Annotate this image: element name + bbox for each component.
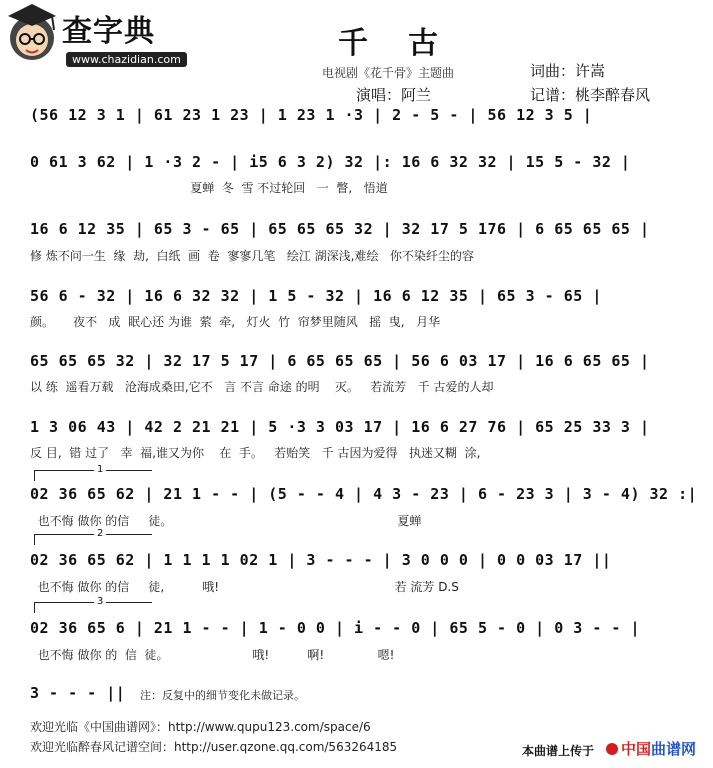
- score-line-8-lyrics: 也不悔 做你 的信 徒, 哦! 若 流芳 D.S: [30, 580, 459, 594]
- score-line-7-lyrics: 也不悔 做你 的信 徒。 夏蝉: [30, 514, 422, 528]
- volta-bracket-2: [34, 528, 152, 545]
- score-line-8-notes: 02 36 65 62 | 1 1 1 1 02 1 | 3 - - - | 3 0 0 0 | 0 0 03 17 ||: [30, 551, 612, 569]
- site-badge-icon: [606, 743, 618, 755]
- logo-url[interactable]: www.chazidian.com: [66, 52, 187, 67]
- credit-singer: 演唱：阿兰: [356, 86, 432, 104]
- score-line-4-notes: 56 6 - 32 | 16 6 32 32 | 1 5 - 32 | 16 6 12 35 | 65 3 - 65 |: [30, 287, 602, 305]
- score-line-2-lyrics: 夏蝉 冬 雪 不过轮回 一 瞥, 悟道: [30, 181, 388, 195]
- site-badge[interactable]: [606, 738, 696, 759]
- site-logo[interactable]: [0, 0, 205, 70]
- score-line-6-notes: 1 3 06 43 | 42 2 21 21 | 5 ·3 3 03 17 | 16 6 27 76 | 65 25 33 3 |: [30, 418, 650, 436]
- volta-label-1: 1: [94, 464, 106, 475]
- site-badge-accent: 曲谱网: [651, 740, 697, 758]
- score-line-4-lyrics: 颜。 夜不 成 眠心还 为谁 萦 牵, 灯火 竹 帘梦里随风 摇 曳, 月华: [30, 315, 441, 329]
- score-line-9-lyrics: 也不悔 做你 的 信 徒。 哦! 啊! 嗯!: [30, 648, 395, 662]
- volta-label-2: 2: [94, 528, 106, 539]
- score-line-9-notes: 02 36 65 6 | 21 1 - - | 1 - 0 0 | i - - 0 | 65 5 - 0 | 0 3 - - |: [30, 619, 640, 637]
- score-line-10-notes: 3 - - - ||: [30, 684, 126, 702]
- graduate-mascot-icon: [4, 2, 60, 64]
- score-line-2-notes: 0 61 3 62 | 1 ·3 2 - | i5 6 3 2) 32 |: 16 6 32 32 | 15 5 - 32 |: [30, 153, 631, 171]
- score-line-1-notes: (56 12 3 1 | 61 23 1 23 | 1 23 1 ·3 | 2 - 5 - | 56 12 3 5 |: [30, 106, 593, 124]
- score-line-3-lyrics: 修 炼不问一生 缘 劫, 白纸 画 卷 寥寥几笔 绘江 湖深浅,难绘 你不染纤尘的容: [30, 249, 474, 263]
- credit-transcriber: 记谱：桃李醉春风: [530, 86, 651, 104]
- song-subtitle: 电视剧《花千骨》主题曲: [322, 66, 455, 80]
- footer-link-qupu123[interactable]: 欢迎光临《中国曲谱网》：http://www.qupu123.com/space/6: [30, 720, 371, 734]
- volta-bracket-3: [34, 596, 152, 613]
- site-badge-name: 中国: [621, 740, 652, 758]
- logo-brand-text: 查字典: [62, 14, 155, 49]
- score-line-5-notes: 65 65 65 32 | 32 17 5 17 | 6 65 65 65 | 56 6 03 17 | 16 6 65 65 |: [30, 352, 650, 370]
- credit-lyricist-composer: 词曲：许嵩: [530, 62, 606, 80]
- score-line-7-notes: 02 36 65 62 | 21 1 - - | (5 - - 4 | 4 3 - 23 | 6 - 23 3 | 3 - 4) 32 :|: [30, 485, 698, 503]
- score-footnote: 注：反复中的细节变化未做记录。: [140, 689, 305, 702]
- volta-bracket-1: [34, 464, 152, 481]
- upload-note: 本曲谱上传于: [522, 744, 595, 758]
- volta-label-3: 3: [94, 596, 106, 607]
- score-line-3-notes: 16 6 12 35 | 65 3 - 65 | 65 65 65 32 | 32 17 5 176 | 6 65 65 65 |: [30, 220, 650, 238]
- song-title: 千古: [338, 26, 478, 61]
- score-line-6-lyrics: 反 目, 错 过了 幸 福,谁又为你 在 手。 若贻笑 千 古因为爱得 执迷又糊 涂,: [30, 446, 481, 460]
- score-line-5-lyrics: 以 练 遥看万载 沧海成桑田,它不 言 不言 命途 的明 灭。 若流芳 千 古爱的人却: [30, 380, 494, 394]
- footer-link-qzone[interactable]: 欢迎光临醉春风记谱空间：http://user.qzone.qq.com/563264185: [30, 740, 398, 754]
